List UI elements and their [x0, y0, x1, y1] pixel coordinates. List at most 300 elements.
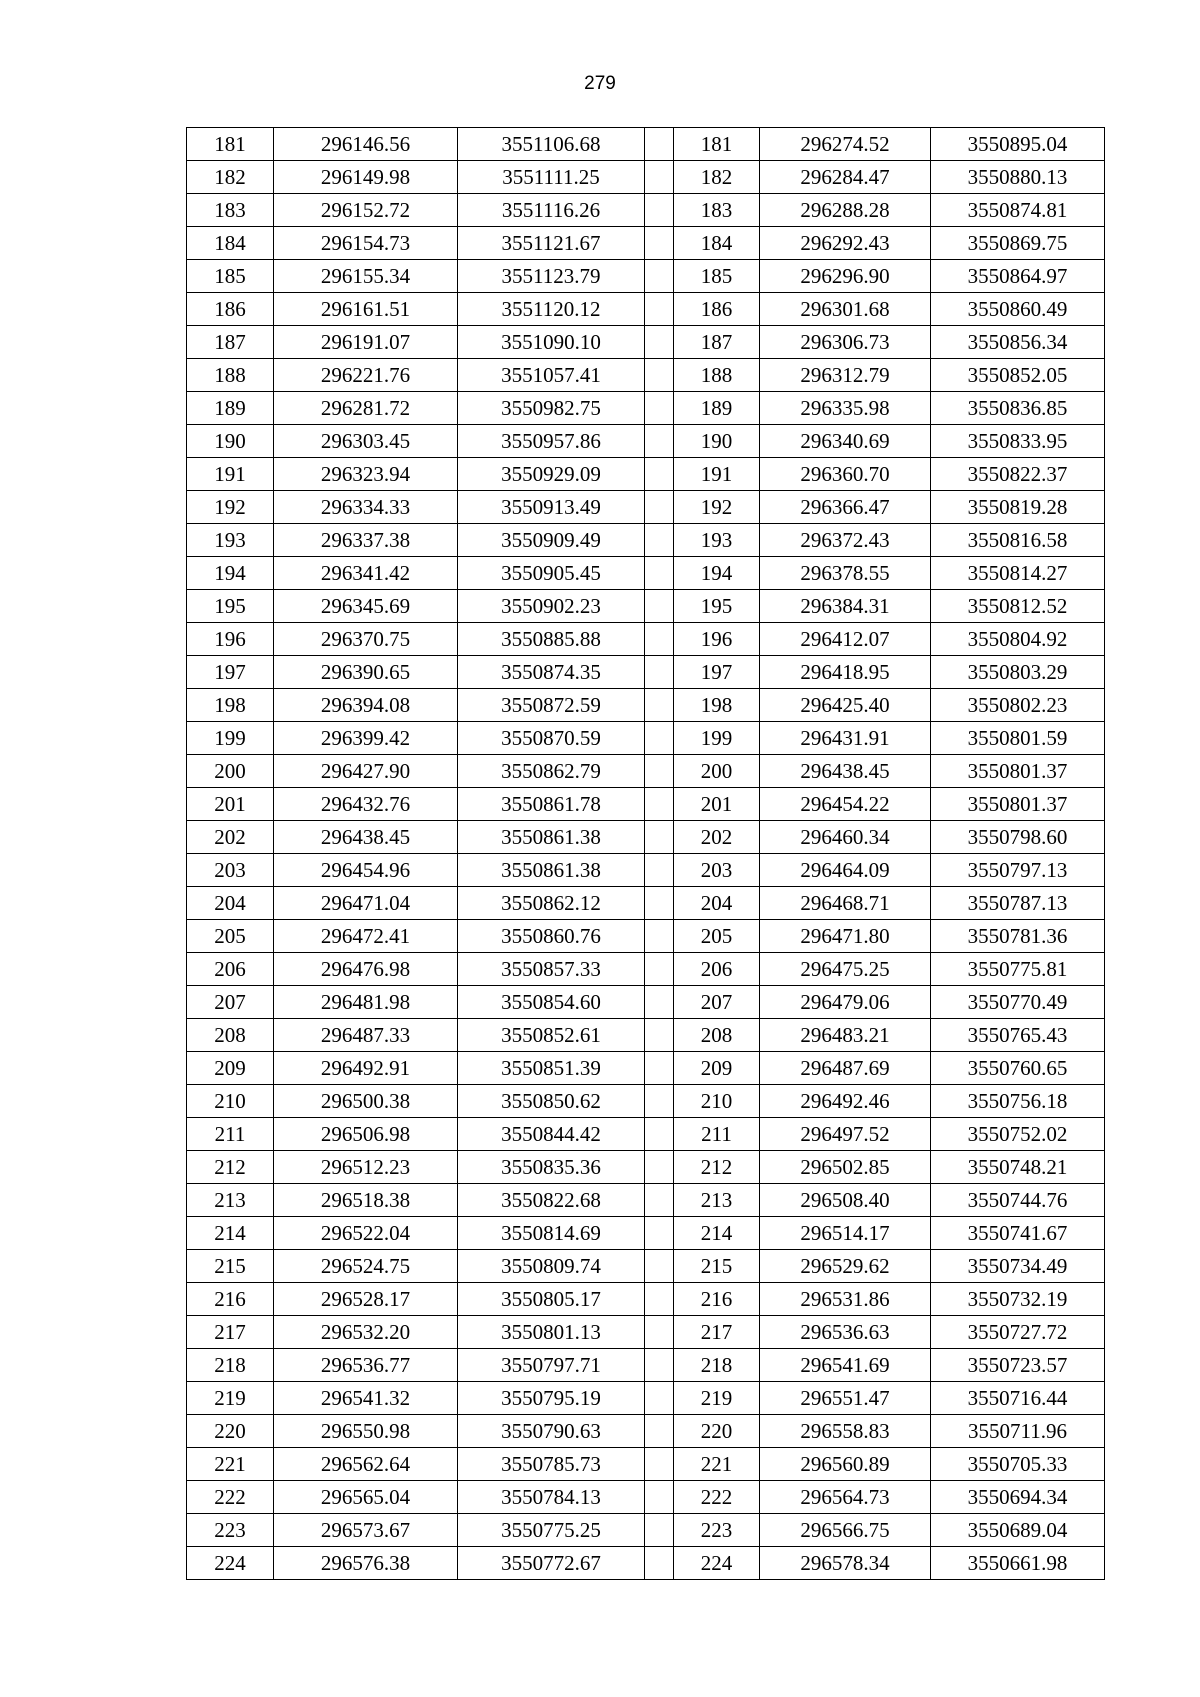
left-point-number-cell: 208 [187, 1019, 274, 1052]
right-y-coordinate-cell: 3550895.04 [931, 128, 1105, 161]
left-x-coordinate-cell: 296512.23 [274, 1151, 458, 1184]
table-row [187, 953, 1105, 986]
left-point-number-cell: 224 [187, 1547, 274, 1580]
right-point-number-cell: 214 [674, 1217, 760, 1250]
right-y-coordinate-cell: 3550860.49 [931, 293, 1105, 326]
right-point-number-cell: 223 [674, 1514, 760, 1547]
left-x-coordinate-cell: 296337.38 [274, 524, 458, 557]
separator-cell [645, 161, 674, 194]
table-row [187, 1448, 1105, 1481]
table-row [187, 161, 1105, 194]
right-y-coordinate-cell: 3550711.96 [931, 1415, 1105, 1448]
right-y-coordinate-cell: 3550765.43 [931, 1019, 1105, 1052]
left-x-coordinate-cell: 296536.77 [274, 1349, 458, 1382]
right-x-coordinate-cell: 296418.95 [760, 656, 931, 689]
left-x-coordinate-cell: 296432.76 [274, 788, 458, 821]
right-x-coordinate-cell: 296288.28 [760, 194, 931, 227]
right-point-number-cell: 197 [674, 656, 760, 689]
coordinate-table-body [187, 128, 1105, 1580]
right-y-coordinate-cell: 3550716.44 [931, 1382, 1105, 1415]
left-y-coordinate-cell: 3550785.73 [458, 1448, 645, 1481]
table-row [187, 854, 1105, 887]
separator-cell [645, 1481, 674, 1514]
table-row [187, 1481, 1105, 1514]
left-point-number-cell: 194 [187, 557, 274, 590]
left-y-coordinate-cell: 3550913.49 [458, 491, 645, 524]
left-y-coordinate-cell: 3551123.79 [458, 260, 645, 293]
right-x-coordinate-cell: 296460.34 [760, 821, 931, 854]
right-x-coordinate-cell: 296558.83 [760, 1415, 931, 1448]
left-point-number-cell: 187 [187, 326, 274, 359]
separator-cell [645, 194, 674, 227]
left-point-number-cell: 200 [187, 755, 274, 788]
left-x-coordinate-cell: 296149.98 [274, 161, 458, 194]
right-y-coordinate-cell: 3550802.23 [931, 689, 1105, 722]
left-x-coordinate-cell: 296500.38 [274, 1085, 458, 1118]
left-point-number-cell: 206 [187, 953, 274, 986]
table-row [187, 1118, 1105, 1151]
left-y-coordinate-cell: 3550860.76 [458, 920, 645, 953]
right-x-coordinate-cell: 296296.90 [760, 260, 931, 293]
left-x-coordinate-cell: 296532.20 [274, 1316, 458, 1349]
left-x-coordinate-cell: 296146.56 [274, 128, 458, 161]
right-x-coordinate-cell: 296360.70 [760, 458, 931, 491]
table-row [187, 1085, 1105, 1118]
right-x-coordinate-cell: 296551.47 [760, 1382, 931, 1415]
right-point-number-cell: 182 [674, 161, 760, 194]
right-y-coordinate-cell: 3550744.76 [931, 1184, 1105, 1217]
right-point-number-cell: 207 [674, 986, 760, 1019]
right-x-coordinate-cell: 296372.43 [760, 524, 931, 557]
table-row [187, 1415, 1105, 1448]
right-x-coordinate-cell: 296366.47 [760, 491, 931, 524]
table-row [187, 1184, 1105, 1217]
left-y-coordinate-cell: 3551090.10 [458, 326, 645, 359]
left-point-number-cell: 214 [187, 1217, 274, 1250]
left-y-coordinate-cell: 3550814.69 [458, 1217, 645, 1250]
right-point-number-cell: 192 [674, 491, 760, 524]
page-number: 279 [584, 73, 616, 94]
left-y-coordinate-cell: 3551116.26 [458, 194, 645, 227]
right-x-coordinate-cell: 296454.22 [760, 788, 931, 821]
table-row [187, 887, 1105, 920]
right-y-coordinate-cell: 3550869.75 [931, 227, 1105, 260]
left-y-coordinate-cell: 3550822.68 [458, 1184, 645, 1217]
left-y-coordinate-cell: 3550797.71 [458, 1349, 645, 1382]
table-row [187, 458, 1105, 491]
right-y-coordinate-cell: 3550803.29 [931, 656, 1105, 689]
table-row [187, 557, 1105, 590]
right-point-number-cell: 208 [674, 1019, 760, 1052]
right-x-coordinate-cell: 296578.34 [760, 1547, 931, 1580]
left-point-number-cell: 184 [187, 227, 274, 260]
right-y-coordinate-cell: 3550814.27 [931, 557, 1105, 590]
table-row [187, 194, 1105, 227]
separator-cell [645, 425, 674, 458]
right-x-coordinate-cell: 296335.98 [760, 392, 931, 425]
left-x-coordinate-cell: 296370.75 [274, 623, 458, 656]
right-y-coordinate-cell: 3550856.34 [931, 326, 1105, 359]
right-y-coordinate-cell: 3550874.81 [931, 194, 1105, 227]
separator-cell [645, 986, 674, 1019]
left-x-coordinate-cell: 296155.34 [274, 260, 458, 293]
separator-cell [645, 689, 674, 722]
separator-cell [645, 755, 674, 788]
table-row [187, 1514, 1105, 1547]
separator-cell [645, 623, 674, 656]
left-y-coordinate-cell: 3550851.39 [458, 1052, 645, 1085]
right-point-number-cell: 195 [674, 590, 760, 623]
left-point-number-cell: 205 [187, 920, 274, 953]
right-x-coordinate-cell: 296536.63 [760, 1316, 931, 1349]
right-y-coordinate-cell: 3550741.67 [931, 1217, 1105, 1250]
left-point-number-cell: 198 [187, 689, 274, 722]
right-y-coordinate-cell: 3550732.19 [931, 1283, 1105, 1316]
right-y-coordinate-cell: 3550833.95 [931, 425, 1105, 458]
right-y-coordinate-cell: 3550801.59 [931, 722, 1105, 755]
table-row [187, 359, 1105, 392]
table-row [187, 1349, 1105, 1382]
right-x-coordinate-cell: 296475.25 [760, 953, 931, 986]
right-x-coordinate-cell: 296541.69 [760, 1349, 931, 1382]
left-y-coordinate-cell: 3551106.68 [458, 128, 645, 161]
right-y-coordinate-cell: 3550852.05 [931, 359, 1105, 392]
right-x-coordinate-cell: 296483.21 [760, 1019, 931, 1052]
right-x-coordinate-cell: 296292.43 [760, 227, 931, 260]
table-row [187, 656, 1105, 689]
left-x-coordinate-cell: 296281.72 [274, 392, 458, 425]
left-point-number-cell: 188 [187, 359, 274, 392]
right-x-coordinate-cell: 296529.62 [760, 1250, 931, 1283]
right-x-coordinate-cell: 296560.89 [760, 1448, 931, 1481]
table-row [187, 986, 1105, 1019]
table-row [187, 524, 1105, 557]
table-row [187, 689, 1105, 722]
left-x-coordinate-cell: 296334.33 [274, 491, 458, 524]
right-point-number-cell: 184 [674, 227, 760, 260]
right-x-coordinate-cell: 296274.52 [760, 128, 931, 161]
left-y-coordinate-cell: 3550805.17 [458, 1283, 645, 1316]
left-point-number-cell: 185 [187, 260, 274, 293]
right-point-number-cell: 196 [674, 623, 760, 656]
left-x-coordinate-cell: 296303.45 [274, 425, 458, 458]
table-row [187, 755, 1105, 788]
right-x-coordinate-cell: 296301.68 [760, 293, 931, 326]
table-row [187, 1316, 1105, 1349]
separator-cell [645, 458, 674, 491]
left-point-number-cell: 197 [187, 656, 274, 689]
table-row [187, 227, 1105, 260]
left-point-number-cell: 193 [187, 524, 274, 557]
right-point-number-cell: 183 [674, 194, 760, 227]
table-row [187, 1283, 1105, 1316]
table-row [187, 1547, 1105, 1580]
left-point-number-cell: 190 [187, 425, 274, 458]
separator-cell [645, 821, 674, 854]
right-point-number-cell: 202 [674, 821, 760, 854]
right-y-coordinate-cell: 3550801.37 [931, 755, 1105, 788]
right-y-coordinate-cell: 3550798.60 [931, 821, 1105, 854]
table-row [187, 1052, 1105, 1085]
right-x-coordinate-cell: 296378.55 [760, 557, 931, 590]
right-point-number-cell: 186 [674, 293, 760, 326]
left-point-number-cell: 191 [187, 458, 274, 491]
separator-cell [645, 1250, 674, 1283]
left-y-coordinate-cell: 3550874.35 [458, 656, 645, 689]
table-row [187, 293, 1105, 326]
right-point-number-cell: 220 [674, 1415, 760, 1448]
right-x-coordinate-cell: 296471.80 [760, 920, 931, 953]
left-x-coordinate-cell: 296524.75 [274, 1250, 458, 1283]
separator-cell [645, 1283, 674, 1316]
separator-cell [645, 1415, 674, 1448]
right-point-number-cell: 189 [674, 392, 760, 425]
left-x-coordinate-cell: 296341.42 [274, 557, 458, 590]
right-point-number-cell: 203 [674, 854, 760, 887]
table-row [187, 722, 1105, 755]
right-x-coordinate-cell: 296284.47 [760, 161, 931, 194]
right-x-coordinate-cell: 296438.45 [760, 755, 931, 788]
left-y-coordinate-cell: 3550861.38 [458, 821, 645, 854]
left-y-coordinate-cell: 3550905.45 [458, 557, 645, 590]
separator-cell [645, 260, 674, 293]
right-x-coordinate-cell: 296502.85 [760, 1151, 931, 1184]
separator-cell [645, 1184, 674, 1217]
left-x-coordinate-cell: 296221.76 [274, 359, 458, 392]
left-point-number-cell: 218 [187, 1349, 274, 1382]
left-y-coordinate-cell: 3550790.63 [458, 1415, 645, 1448]
table-row [187, 326, 1105, 359]
right-y-coordinate-cell: 3550752.02 [931, 1118, 1105, 1151]
table-row [187, 788, 1105, 821]
right-x-coordinate-cell: 296508.40 [760, 1184, 931, 1217]
right-point-number-cell: 217 [674, 1316, 760, 1349]
left-point-number-cell: 196 [187, 623, 274, 656]
left-point-number-cell: 192 [187, 491, 274, 524]
left-point-number-cell: 222 [187, 1481, 274, 1514]
table-row [187, 1019, 1105, 1052]
left-x-coordinate-cell: 296528.17 [274, 1283, 458, 1316]
separator-cell [645, 887, 674, 920]
separator-cell [645, 392, 674, 425]
table-row [187, 128, 1105, 161]
right-point-number-cell: 194 [674, 557, 760, 590]
right-x-coordinate-cell: 296514.17 [760, 1217, 931, 1250]
table-row [187, 1382, 1105, 1415]
table-row [187, 821, 1105, 854]
left-x-coordinate-cell: 296438.45 [274, 821, 458, 854]
left-y-coordinate-cell: 3550885.88 [458, 623, 645, 656]
left-y-coordinate-cell: 3550909.49 [458, 524, 645, 557]
right-point-number-cell: 210 [674, 1085, 760, 1118]
right-x-coordinate-cell: 296306.73 [760, 326, 931, 359]
left-x-coordinate-cell: 296518.38 [274, 1184, 458, 1217]
left-point-number-cell: 220 [187, 1415, 274, 1448]
right-y-coordinate-cell: 3550801.37 [931, 788, 1105, 821]
separator-cell [645, 1316, 674, 1349]
left-point-number-cell: 212 [187, 1151, 274, 1184]
left-point-number-cell: 199 [187, 722, 274, 755]
right-x-coordinate-cell: 296412.07 [760, 623, 931, 656]
separator-cell [645, 1151, 674, 1184]
table-row [187, 260, 1105, 293]
left-y-coordinate-cell: 3550809.74 [458, 1250, 645, 1283]
table-row [187, 392, 1105, 425]
right-y-coordinate-cell: 3550804.92 [931, 623, 1105, 656]
left-x-coordinate-cell: 296541.32 [274, 1382, 458, 1415]
left-y-coordinate-cell: 3550775.25 [458, 1514, 645, 1547]
right-point-number-cell: 205 [674, 920, 760, 953]
right-point-number-cell: 215 [674, 1250, 760, 1283]
left-point-number-cell: 213 [187, 1184, 274, 1217]
left-point-number-cell: 195 [187, 590, 274, 623]
left-y-coordinate-cell: 3550861.78 [458, 788, 645, 821]
right-y-coordinate-cell: 3550770.49 [931, 986, 1105, 1019]
table-row [187, 1250, 1105, 1283]
left-x-coordinate-cell: 296399.42 [274, 722, 458, 755]
left-y-coordinate-cell: 3550844.42 [458, 1118, 645, 1151]
left-point-number-cell: 211 [187, 1118, 274, 1151]
right-point-number-cell: 185 [674, 260, 760, 293]
right-y-coordinate-cell: 3550661.98 [931, 1547, 1105, 1580]
left-x-coordinate-cell: 296550.98 [274, 1415, 458, 1448]
right-point-number-cell: 190 [674, 425, 760, 458]
left-x-coordinate-cell: 296345.69 [274, 590, 458, 623]
separator-cell [645, 953, 674, 986]
left-x-coordinate-cell: 296506.98 [274, 1118, 458, 1151]
right-point-number-cell: 187 [674, 326, 760, 359]
right-y-coordinate-cell: 3550689.04 [931, 1514, 1105, 1547]
right-y-coordinate-cell: 3550836.85 [931, 392, 1105, 425]
left-point-number-cell: 202 [187, 821, 274, 854]
right-y-coordinate-cell: 3550775.81 [931, 953, 1105, 986]
right-point-number-cell: 191 [674, 458, 760, 491]
right-x-coordinate-cell: 296464.09 [760, 854, 931, 887]
right-x-coordinate-cell: 296425.40 [760, 689, 931, 722]
left-x-coordinate-cell: 296394.08 [274, 689, 458, 722]
separator-cell [645, 1085, 674, 1118]
left-x-coordinate-cell: 296191.07 [274, 326, 458, 359]
left-y-coordinate-cell: 3550929.09 [458, 458, 645, 491]
separator-cell [645, 1448, 674, 1481]
separator-cell [645, 590, 674, 623]
left-y-coordinate-cell: 3551057.41 [458, 359, 645, 392]
left-y-coordinate-cell: 3550870.59 [458, 722, 645, 755]
left-point-number-cell: 189 [187, 392, 274, 425]
left-x-coordinate-cell: 296492.91 [274, 1052, 458, 1085]
right-y-coordinate-cell: 3550880.13 [931, 161, 1105, 194]
right-y-coordinate-cell: 3550734.49 [931, 1250, 1105, 1283]
separator-cell [645, 722, 674, 755]
left-y-coordinate-cell: 3550957.86 [458, 425, 645, 458]
left-point-number-cell: 210 [187, 1085, 274, 1118]
right-x-coordinate-cell: 296531.86 [760, 1283, 931, 1316]
separator-cell [645, 1217, 674, 1250]
right-x-coordinate-cell: 296566.75 [760, 1514, 931, 1547]
right-y-coordinate-cell: 3550723.57 [931, 1349, 1105, 1382]
separator-cell [645, 293, 674, 326]
left-point-number-cell: 216 [187, 1283, 274, 1316]
right-x-coordinate-cell: 296497.52 [760, 1118, 931, 1151]
right-point-number-cell: 201 [674, 788, 760, 821]
right-point-number-cell: 224 [674, 1547, 760, 1580]
right-y-coordinate-cell: 3550822.37 [931, 458, 1105, 491]
right-y-coordinate-cell: 3550864.97 [931, 260, 1105, 293]
right-point-number-cell: 181 [674, 128, 760, 161]
separator-cell [645, 656, 674, 689]
left-point-number-cell: 221 [187, 1448, 274, 1481]
separator-cell [645, 1118, 674, 1151]
table-row [187, 590, 1105, 623]
left-y-coordinate-cell: 3550854.60 [458, 986, 645, 1019]
left-point-number-cell: 204 [187, 887, 274, 920]
left-x-coordinate-cell: 296390.65 [274, 656, 458, 689]
left-point-number-cell: 186 [187, 293, 274, 326]
right-point-number-cell: 221 [674, 1448, 760, 1481]
left-y-coordinate-cell: 3550795.19 [458, 1382, 645, 1415]
left-x-coordinate-cell: 296161.51 [274, 293, 458, 326]
left-y-coordinate-cell: 3550801.13 [458, 1316, 645, 1349]
left-x-coordinate-cell: 296562.64 [274, 1448, 458, 1481]
right-point-number-cell: 199 [674, 722, 760, 755]
left-y-coordinate-cell: 3551120.12 [458, 293, 645, 326]
left-y-coordinate-cell: 3550872.59 [458, 689, 645, 722]
left-point-number-cell: 201 [187, 788, 274, 821]
left-point-number-cell: 219 [187, 1382, 274, 1415]
right-y-coordinate-cell: 3550748.21 [931, 1151, 1105, 1184]
right-y-coordinate-cell: 3550694.34 [931, 1481, 1105, 1514]
right-point-number-cell: 213 [674, 1184, 760, 1217]
left-x-coordinate-cell: 296573.67 [274, 1514, 458, 1547]
left-point-number-cell: 183 [187, 194, 274, 227]
right-point-number-cell: 212 [674, 1151, 760, 1184]
separator-cell [645, 1382, 674, 1415]
right-x-coordinate-cell: 296564.73 [760, 1481, 931, 1514]
separator-cell [645, 1514, 674, 1547]
right-point-number-cell: 209 [674, 1052, 760, 1085]
table-row [187, 425, 1105, 458]
right-y-coordinate-cell: 3550781.36 [931, 920, 1105, 953]
separator-cell [645, 920, 674, 953]
right-point-number-cell: 222 [674, 1481, 760, 1514]
left-x-coordinate-cell: 296481.98 [274, 986, 458, 1019]
left-point-number-cell: 215 [187, 1250, 274, 1283]
left-point-number-cell: 207 [187, 986, 274, 1019]
left-x-coordinate-cell: 296487.33 [274, 1019, 458, 1052]
right-point-number-cell: 204 [674, 887, 760, 920]
left-y-coordinate-cell: 3550902.23 [458, 590, 645, 623]
separator-cell [645, 1547, 674, 1580]
left-x-coordinate-cell: 296427.90 [274, 755, 458, 788]
right-point-number-cell: 216 [674, 1283, 760, 1316]
right-x-coordinate-cell: 296384.31 [760, 590, 931, 623]
right-y-coordinate-cell: 3550760.65 [931, 1052, 1105, 1085]
separator-cell [645, 1019, 674, 1052]
separator-cell [645, 1349, 674, 1382]
right-y-coordinate-cell: 3550819.28 [931, 491, 1105, 524]
left-x-coordinate-cell: 296576.38 [274, 1547, 458, 1580]
right-y-coordinate-cell: 3550756.18 [931, 1085, 1105, 1118]
left-y-coordinate-cell: 3550850.62 [458, 1085, 645, 1118]
left-x-coordinate-cell: 296522.04 [274, 1217, 458, 1250]
separator-cell [645, 1052, 674, 1085]
right-y-coordinate-cell: 3550797.13 [931, 854, 1105, 887]
separator-cell [645, 359, 674, 392]
right-x-coordinate-cell: 296431.91 [760, 722, 931, 755]
right-x-coordinate-cell: 296312.79 [760, 359, 931, 392]
left-x-coordinate-cell: 296323.94 [274, 458, 458, 491]
table-row [187, 920, 1105, 953]
